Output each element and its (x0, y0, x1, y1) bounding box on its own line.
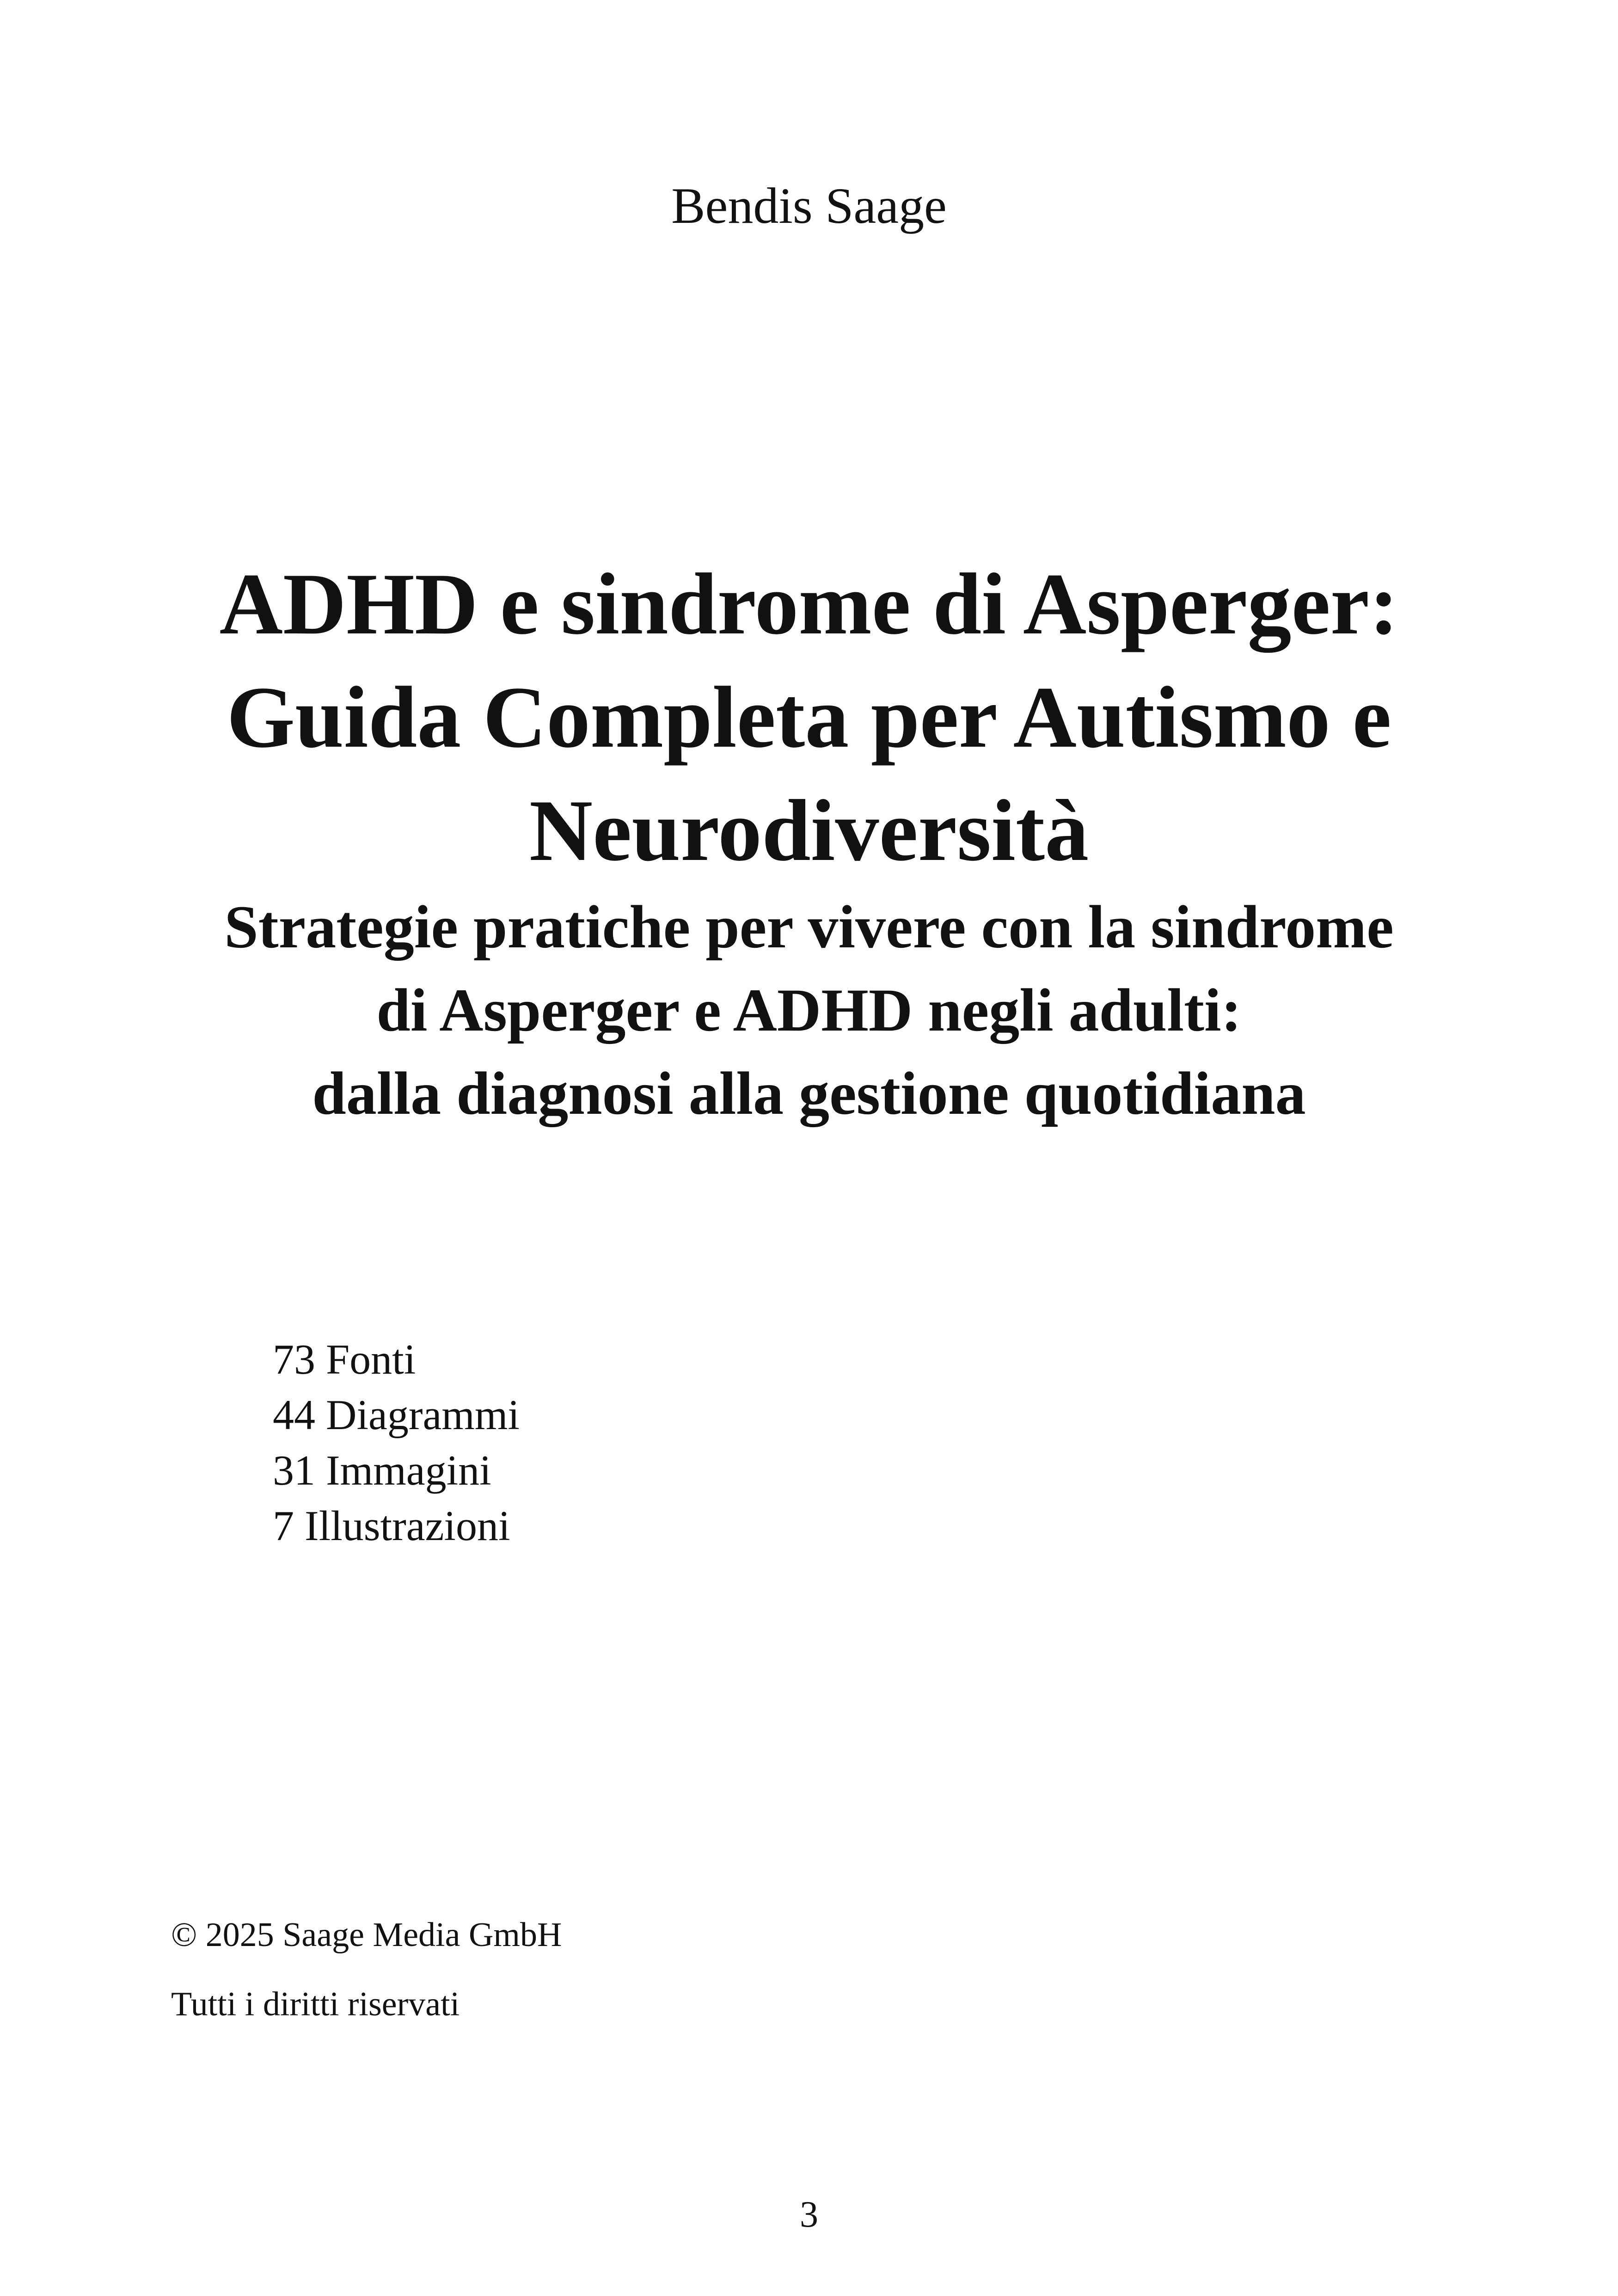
stat-illustrations: 7 Illustrazioni (273, 1502, 510, 1549)
stat-sources: 73 Fonti (273, 1336, 416, 1383)
book-title (0, 548, 1618, 888)
title-line: Guida Completa per Autismo e (227, 669, 1391, 766)
copyright-notice: © 2025 Saage Media GmbH (171, 1916, 562, 1954)
stat-images: 31 Immagini (273, 1447, 491, 1494)
title-line: ADHD e sindrome di Asperger: (219, 556, 1399, 653)
page-number: 3 (800, 2194, 818, 2235)
book-subtitle (0, 885, 1618, 1135)
subtitle-line: dalla diagnosi alla gestione quotidiana (312, 1059, 1306, 1127)
subtitle-line: Strategie pratiche per vivere con la sindrome (224, 893, 1394, 961)
stat-diagrams: 44 Diagrammi (273, 1391, 520, 1438)
subtitle-line: di Asperger e ADHD negli adulti: (376, 976, 1242, 1044)
title-line: Neurodiversità (529, 782, 1089, 879)
author-name: Bendis Saage (671, 178, 947, 234)
content-stats-list (273, 1332, 520, 1553)
rights-reserved: Tutti i diritti riservati (171, 1985, 460, 2023)
